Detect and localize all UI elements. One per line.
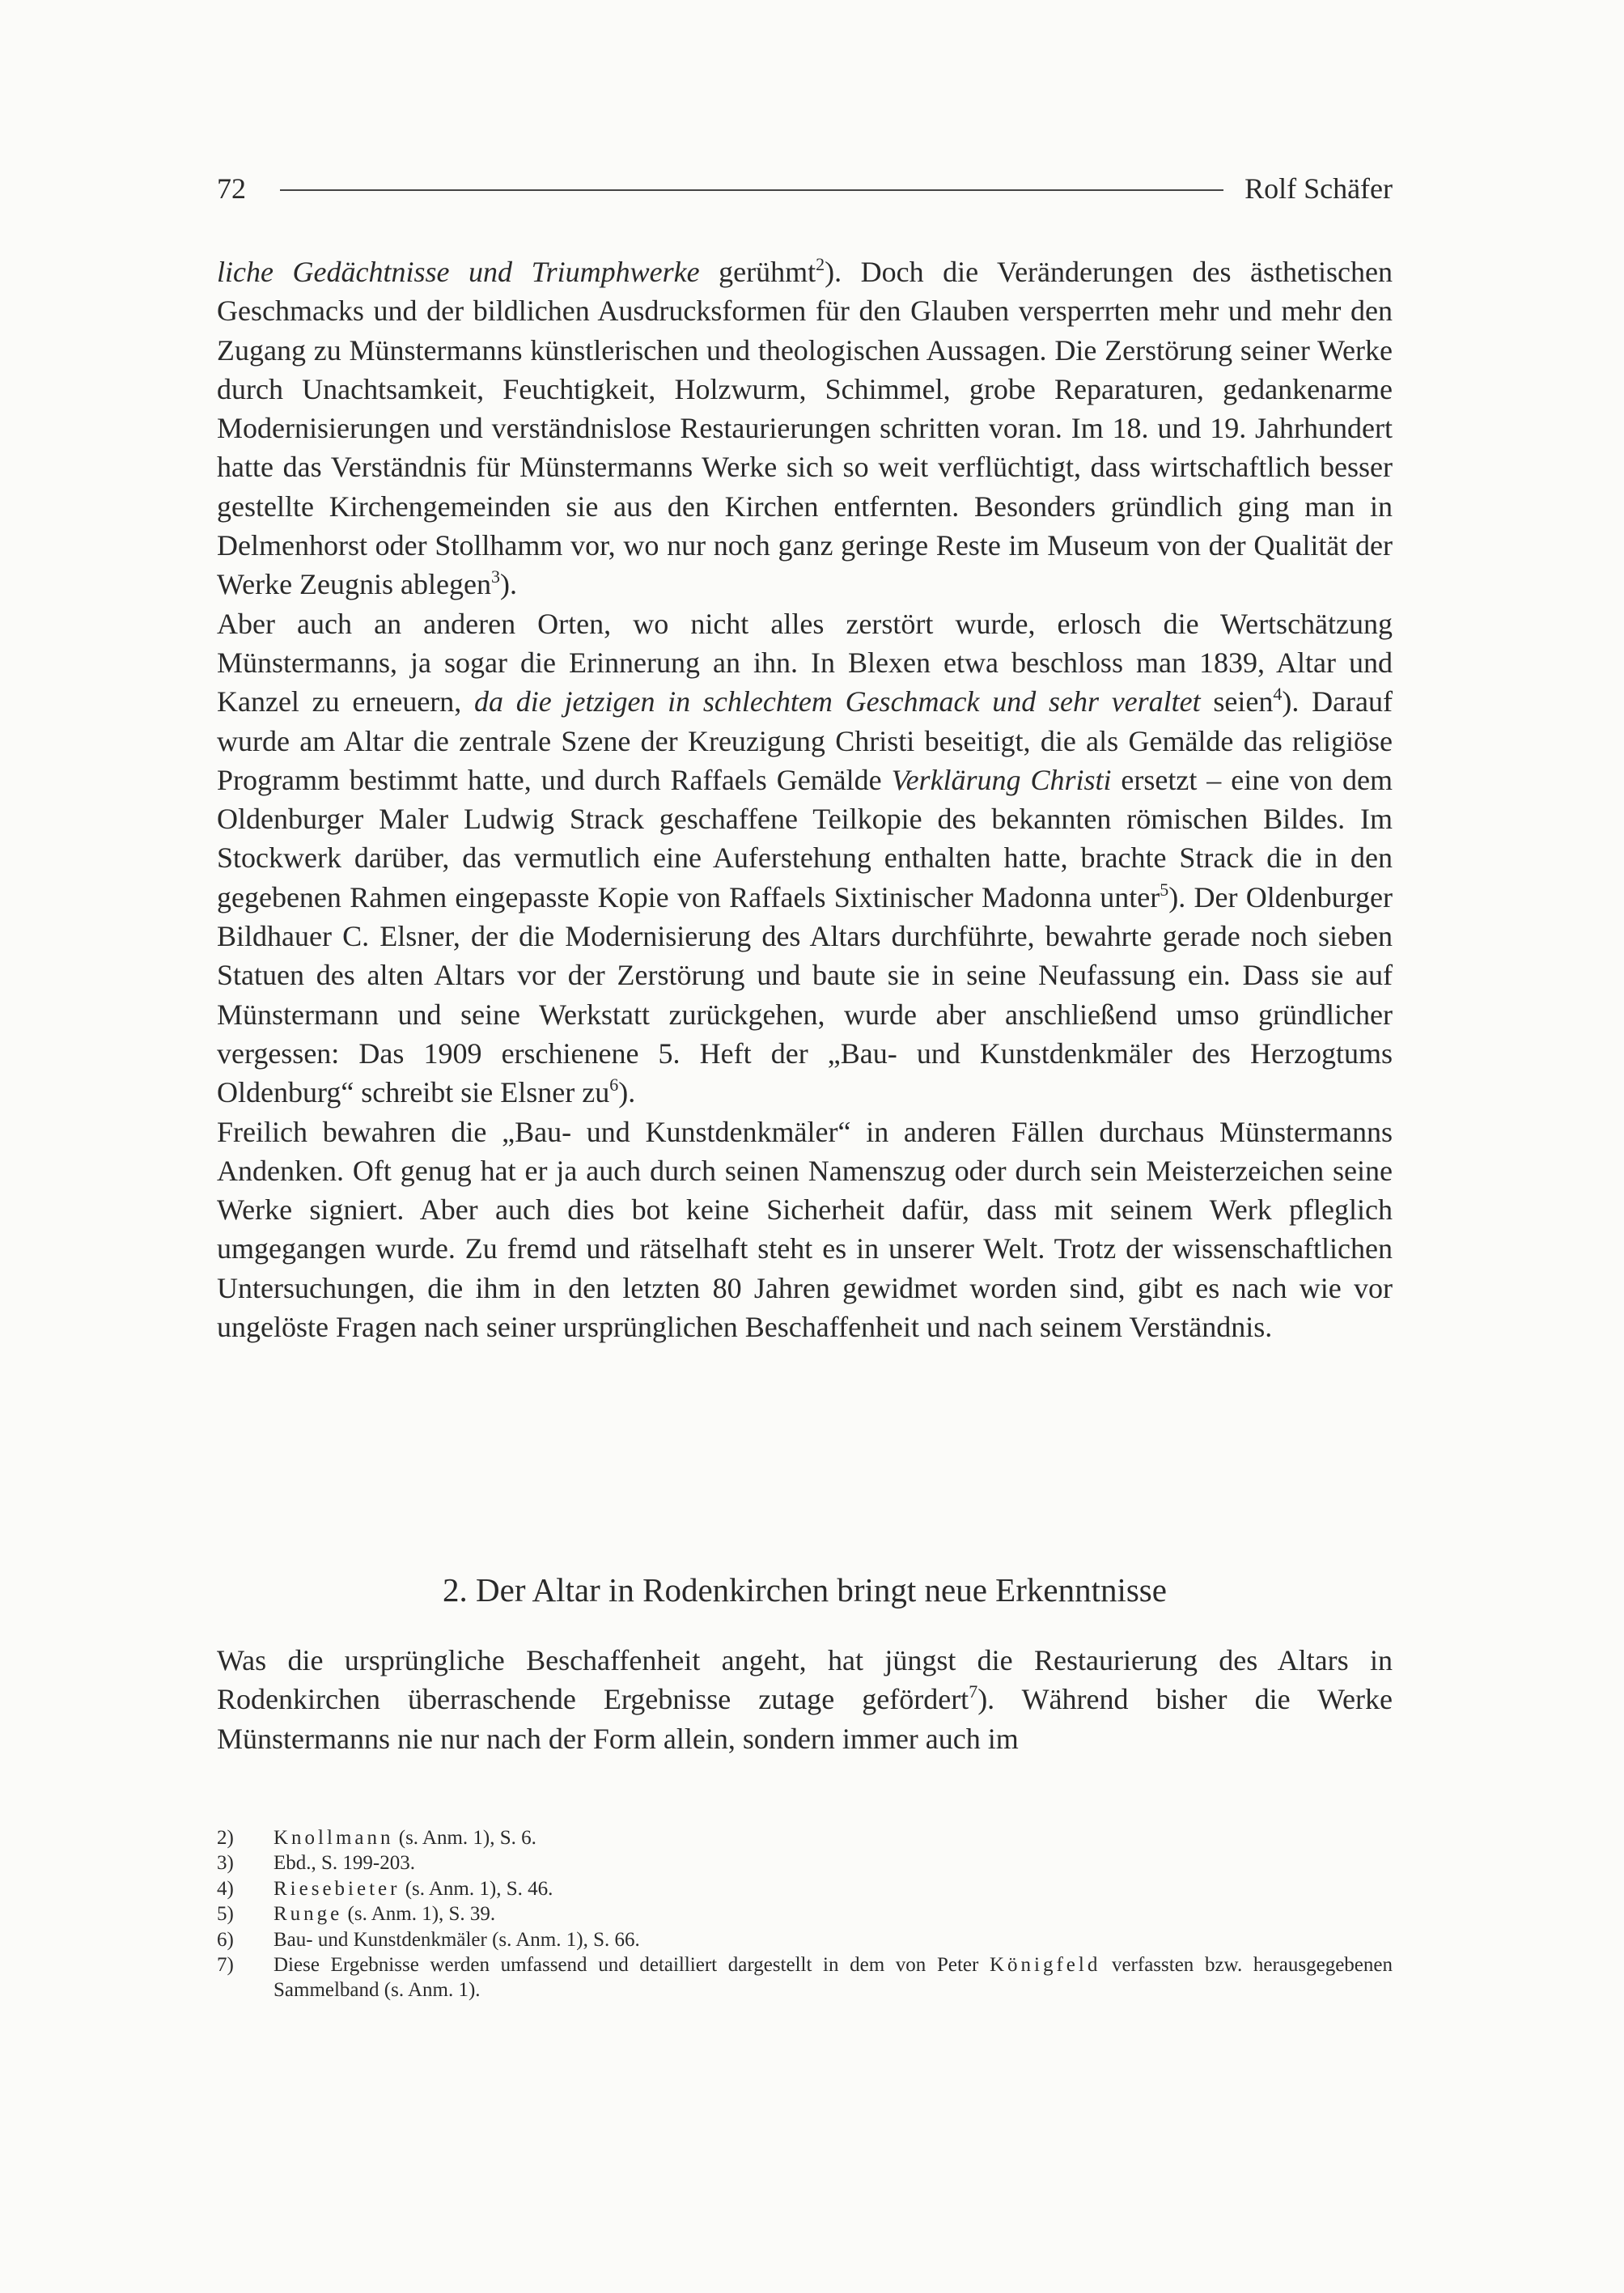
footnote-text — [273, 1825, 1393, 1850]
footnote-text — [273, 1952, 1393, 2003]
footnote — [217, 1850, 1393, 1876]
section-heading: 2. Der Altar in Rodenkirchen bringt neue Erkenntnisse — [443, 1571, 1167, 1608]
text-run: (s. Anm. 1), S. 6. — [393, 1827, 536, 1849]
text-run: ). Der Oldenburger Bildhauer C. Elsner, der die Modernisierung des Altars durchführte, bewahrte gerade noch sieben Statuen des alten Altars vor der Zerstörung und baute sie in seine Neufassung ein. Dass sie auf Münstermann und seine Werkstatt zurückgehen, wurde aber anschließend umso gründlicher vergessen: Das 1909 erschienene 5. Heft der „Bau- und Kunstdenkmäler des Herzogtums Oldenburg“ schreibt sie Elsner zu — [217, 880, 1393, 1109]
text-run: Ebd., S. 199-203. — [273, 1852, 415, 1875]
footnote-number: 5) — [217, 1903, 234, 1926]
footnote — [217, 1876, 1393, 1901]
footnote-number: 7) — [217, 1954, 234, 1977]
footnote-text — [273, 1876, 1393, 1901]
footnote-number: 4) — [217, 1877, 234, 1900]
text-run: ). — [499, 568, 517, 601]
text-run: ). Doch die Veränderungen des ästhetischen Geschmacks und der bildlichen Ausdrucksformen für den Glauben versperrten mehr und mehr den Zugang zu Münstermanns künstlerischen und theologischen Aussagen. Die Zerstörung seiner Werke durch Unachtsamkeit, Feuchtigkeit, Holzwurm, Schimmel, grobe Reparaturen, gedankenarme Modernisierungen und verständnislose Restaurierungen schritten voran. Im 18. und 19. Jahrhundert hatte das Verständnis für Münstermanns Werke sich so weit verflüchtigt, dass wirtschaftlich besser gestellte Kirchengemeinden sie aus den Kirchen entfernten. Besonders gründlich ging man in Delmenhorst oder Stollhamm vor, wo nur noch ganz geringe Reste im Museum von der Qualität der Werke Zeugnis ablegen — [217, 256, 1393, 601]
text-run: ). Darauf wurde am Altar die zentrale Szene der Kreuzigung Christi beseitigt, die als Gemälde das religiöse Programm bestimmt hatte, und durch Raffaels Gemälde — [217, 685, 1393, 796]
footnote — [217, 1825, 1393, 1850]
text-run: gerühmt — [699, 256, 816, 288]
text-run: Aber auch an anderen Orten, wo nicht alles zerstört wurde, erlosch die Wertschätzung Münstermanns, ja sogar die Erinnerung an ihn. In Blexen etwa beschloss man 1839, Altar und Kanzel zu erneuern, — [217, 607, 1393, 718]
footnote-ref[interactable]: 2 — [816, 254, 825, 274]
author-name: Königfeld — [989, 1954, 1101, 1977]
footnote-ref[interactable]: 4 — [1273, 684, 1283, 705]
footnote-text — [273, 1850, 1393, 1876]
page-number: 72 — [217, 172, 246, 205]
italic-title: Verklärung Christi — [891, 763, 1112, 796]
footnote-number: 6) — [217, 1928, 234, 1951]
footnote-ref[interactable]: 5 — [1160, 879, 1169, 900]
text-run: Bau- und Kunstdenkmäler (s. Anm. 1), S. 66. — [273, 1928, 640, 1951]
paragraph — [217, 1113, 1393, 1347]
paragraph — [217, 252, 1393, 604]
text-run: ersetzt – eine von dem Oldenburger Maler Ludwig Strack geschaffene Teilkopie des bekannten römischen Bildes. Im Stockwerk darüber, das vermutlich eine Auferstehung enthalten hatte, brachte Strack die in den gegebenen Rahmen eingepasste Kopie von Raffaels Sixtinischer Madonna unter — [217, 763, 1393, 913]
text-run: verfassten bzw. herausgegebenen Sammelband (s. Anm. 1). — [273, 1954, 1393, 2002]
text-run: seien — [1200, 685, 1274, 718]
text-run: (s. Anm. 1), S. 39. — [342, 1903, 496, 1926]
footnote-text — [273, 1901, 1393, 1926]
footnote — [217, 1952, 1393, 2003]
running-head-author: Rolf Schäfer — [1245, 172, 1393, 205]
main-text-continued — [217, 1641, 1393, 1758]
author-name: Riesebieter — [273, 1877, 401, 1900]
footnotes — [217, 1825, 1393, 2003]
footnote — [217, 1901, 1393, 1926]
footnote-text — [273, 1927, 1393, 1952]
text-run: ). Während bisher die Werke Münstermanns nie nur nach der Form allein, sondern immer auch im — [217, 1683, 1393, 1755]
paragraph — [217, 604, 1393, 1113]
author-name: Knollmann — [273, 1827, 394, 1849]
text-run: Freilich bewahren die „Bau- und Kunstdenkmäler“ in anderen Fällen durchaus Münstermanns Andenken. Oft genug hat er ja auch durch seinen Namenszug oder durch sein Meisterzeichen seine Werke signiert. Aber auch dies bot keine Sicherheit dafür, dass mit seinem Werk pfleglich umgegangen wurde. Zu fremd und rätselhaft steht es in unserer Welt. Trotz der wissenschaftlichen Untersuchungen, die ihm in den letzten 80 Jahren gewidmet worden sind, gibt es nach wie vor ungelöste Fragen nach seiner ursprünglichen Beschaffenheit und nach seinem Verständnis. — [217, 1115, 1393, 1344]
text-run: Was die ursprüngliche Beschaffenheit angeht, hat jüngst die Restaurierung des Altars in Rodenkirchen überraschende Ergebnisse zutage gefördert — [217, 1644, 1393, 1716]
running-header — [217, 166, 1393, 211]
main-text — [217, 252, 1393, 1346]
author-name: Runge — [273, 1903, 343, 1926]
italic-quote: da die jetzigen in schlechtem Geschmack und sehr veraltet — [474, 685, 1201, 718]
footnote-number: 3) — [217, 1852, 234, 1875]
text-run: (s. Anm. 1), S. 46. — [400, 1877, 553, 1900]
italic-quote: liche Gedächtnisse und Triumphwerke — [217, 256, 700, 288]
footnote-ref[interactable]: 3 — [490, 566, 500, 587]
text-run: ). — [618, 1076, 636, 1109]
header-rule — [280, 189, 1223, 191]
footnote-number: 2) — [217, 1827, 234, 1849]
footnote — [217, 1927, 1393, 1952]
paragraph — [217, 1641, 1393, 1758]
footnote-ref[interactable]: 6 — [609, 1074, 619, 1096]
footnote-ref[interactable]: 7 — [969, 1681, 978, 1702]
text-run: Diese Ergebnisse werden umfassend und detailliert dargestellt in dem von Peter — [273, 1954, 990, 1977]
